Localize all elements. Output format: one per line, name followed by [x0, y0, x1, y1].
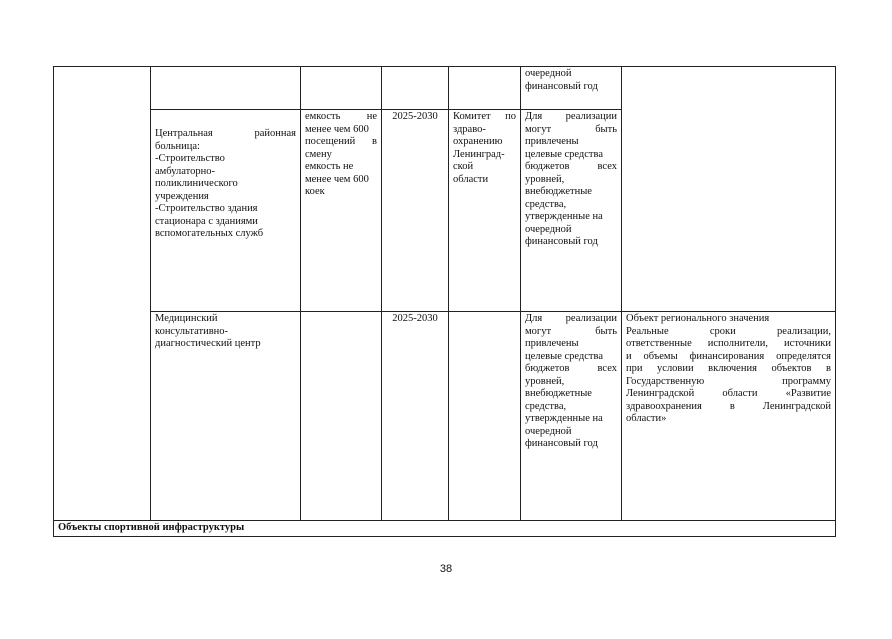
responsible-cell — [449, 312, 521, 521]
funding-line: Для реализации — [525, 111, 617, 122]
note-line: Реальные сроки реализации, — [626, 325, 831, 337]
funding-line: привлечены — [525, 338, 579, 349]
responsible-line: здраво- — [453, 123, 486, 135]
responsible-cell — [449, 110, 521, 312]
note-line: здравоохранения в Ленинградской — [626, 400, 831, 412]
funding-line: Для реализации — [525, 313, 617, 324]
funding-line: финансовый год — [525, 80, 598, 92]
period-cell — [382, 110, 449, 312]
funding-line: привлечены — [525, 136, 579, 147]
object-line: поликлинического — [155, 178, 238, 189]
period-value: 2025-2030 — [392, 313, 438, 324]
note-cell — [622, 67, 836, 312]
table-row — [54, 521, 836, 537]
note-line: области» — [626, 413, 667, 424]
group-cell — [54, 67, 151, 521]
responsible-line: Ленинград- — [453, 148, 505, 160]
object-line: больница: — [155, 140, 200, 152]
funding-cell — [521, 110, 622, 312]
note-line: ответственные исполнители, источники — [626, 338, 831, 349]
capacity-cell — [301, 67, 382, 110]
note-cell — [622, 312, 836, 521]
period-cell — [382, 312, 449, 521]
responsible-line: Комитет по — [453, 111, 516, 122]
funding-cell — [521, 67, 622, 110]
object-line: учреждения — [155, 190, 209, 202]
object-line: стационара с зданиями — [155, 215, 258, 227]
funding-line: средства, — [525, 198, 567, 210]
funding-line: финансовый год — [525, 236, 598, 247]
funding-line: могут быть — [525, 325, 617, 337]
capacity-line: менее чем 600 — [305, 173, 369, 185]
table-row — [54, 312, 836, 521]
period-value: 2025-2030 — [392, 111, 438, 122]
object-line: диагностический центр — [155, 338, 261, 349]
funding-line: бюджетов всех — [525, 363, 617, 374]
responsible-line: охранению — [453, 136, 503, 147]
note-line: при условии включения объектов в — [626, 363, 831, 374]
funding-line: бюджетов всех — [525, 161, 617, 172]
funding-line: внебюджетные — [525, 388, 592, 399]
responsible-line: области — [453, 173, 489, 185]
planning-table — [53, 66, 836, 537]
object-line: консультативно- — [155, 325, 229, 337]
note-line: и объемы финансирования определятся — [626, 350, 831, 362]
funding-line: финансовый год — [525, 438, 598, 449]
object-line: -Строительство — [155, 153, 225, 164]
funding-line: целевые средства — [525, 350, 603, 362]
capacity-cell — [301, 110, 382, 312]
table-row — [54, 67, 836, 110]
note-line: Объект регионального значения — [626, 313, 770, 324]
capacity-line: смену — [305, 148, 332, 160]
funding-line: очередной — [525, 425, 572, 437]
funding-line: могут быть — [525, 123, 617, 135]
funding-line: уровней, — [525, 375, 565, 387]
responsible-cell — [449, 67, 521, 110]
capacity-line: менее чем 600 — [305, 123, 369, 135]
funding-line: утвержденные на — [525, 413, 603, 424]
object-cell — [151, 110, 301, 312]
responsible-line: ской — [453, 161, 474, 172]
funding-line: внебюджетные — [525, 186, 592, 197]
object-line: Центральная районная — [155, 128, 296, 139]
object-line: Медицинский — [155, 313, 218, 324]
object-cell — [151, 67, 301, 110]
object-line: амбулаторно- — [155, 165, 215, 177]
funding-line: очередной — [525, 68, 572, 79]
funding-line: средства, — [525, 400, 567, 412]
capacity-line: емкость не — [305, 161, 354, 172]
capacity-line: посещений в — [305, 136, 377, 147]
capacity-line: коек — [305, 186, 325, 197]
note-line: Государственную программу — [626, 375, 831, 387]
capacity-line: емкость не — [305, 111, 377, 122]
funding-line: очередной — [525, 223, 572, 235]
funding-line: целевые средства — [525, 148, 603, 160]
object-cell — [151, 312, 301, 521]
object-line: -Строительство здания — [155, 203, 258, 214]
section-heading: Объекты спортивной инфраструктуры — [54, 521, 836, 537]
funding-cell — [521, 312, 622, 521]
funding-line: утвержденные на — [525, 211, 603, 222]
capacity-cell — [301, 312, 382, 521]
funding-line: уровней, — [525, 173, 565, 185]
page-number: 38 — [439, 563, 453, 575]
period-cell — [382, 67, 449, 110]
note-line: Ленинградской области «Развитие — [626, 388, 831, 399]
object-line: вспомогательных служб — [155, 228, 264, 239]
